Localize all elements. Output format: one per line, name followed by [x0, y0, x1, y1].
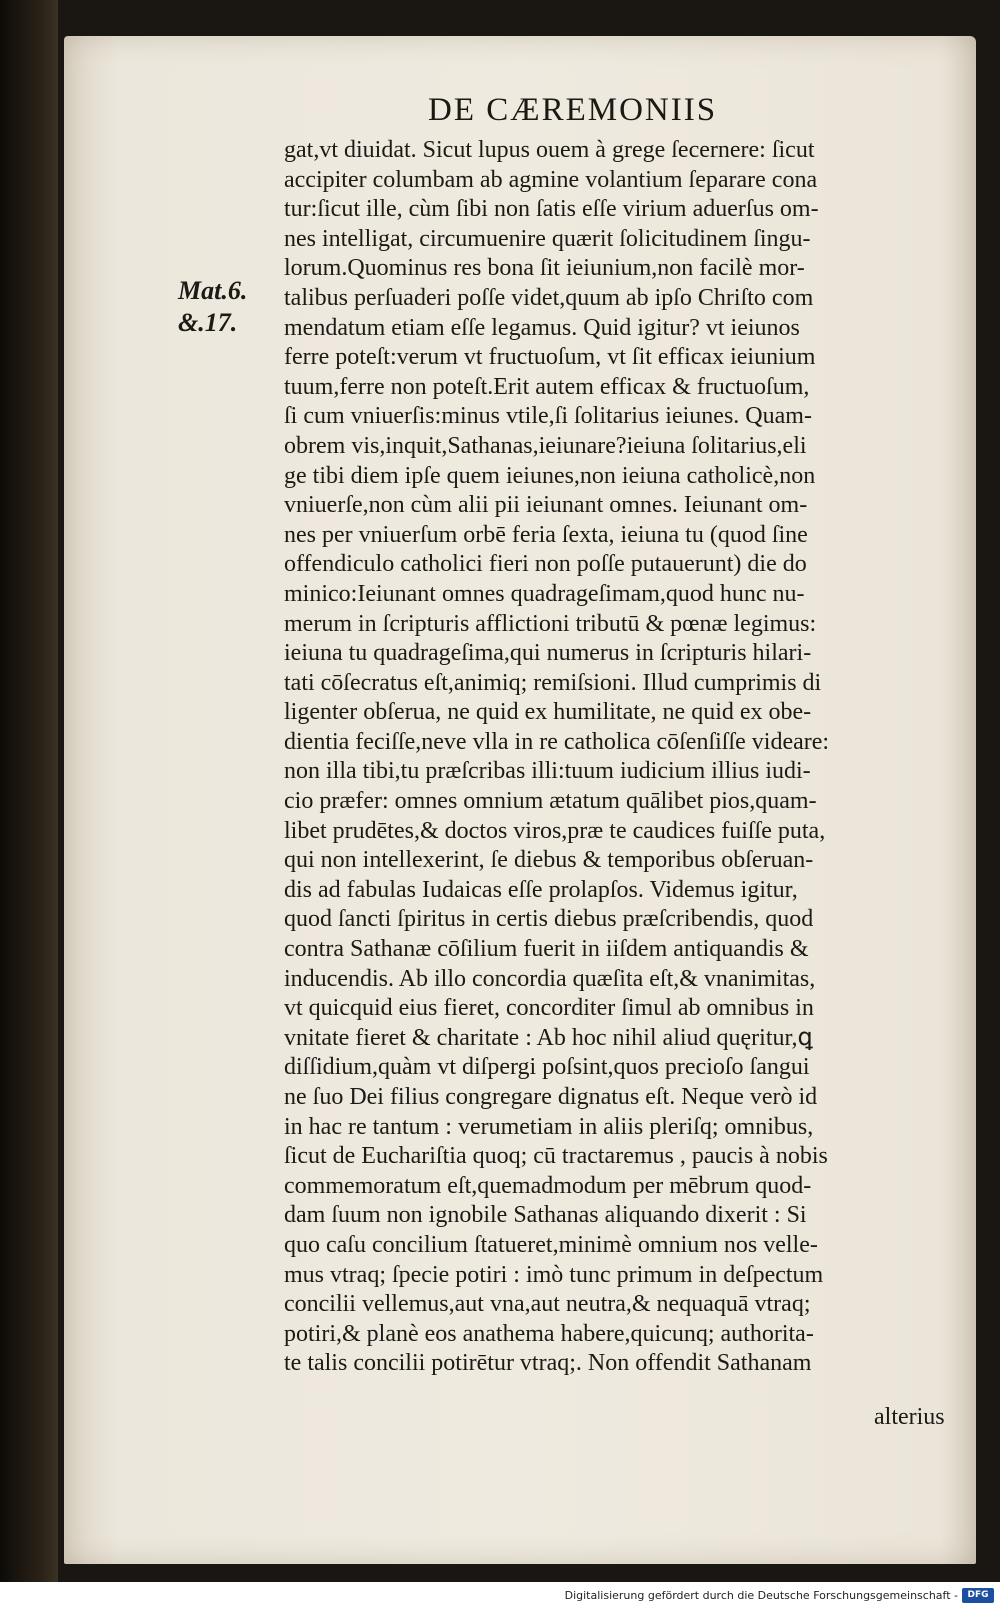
text-line: mendatum etiam eſſe legamus. Quid igitur? vt ieiunos	[284, 314, 800, 341]
text-line: quo caſu concilium ſtatueret,minimè omnium nos velle-	[284, 1231, 818, 1258]
text-line: non illa tibi,tu præſcribas illi:tuum iudicium illius iudi-	[284, 758, 811, 785]
text-line: vt quicquid eius fieret, concorditer ſimul ab omnibus in	[284, 995, 814, 1022]
text-line: inducendis. Ab illo concordia quæſita eſt,& vnanimitas,	[284, 965, 816, 992]
text-line: gat,vt diuidat. Sicut lupus ouem à grege ſecernere: ſicut	[284, 137, 815, 163]
running-head: DE CÆREMONIIS	[428, 92, 718, 128]
text-line: dam ſuum non ignobile Sathanas aliquando dixerit : Si	[284, 1202, 807, 1229]
text-line: ieiuna tu quadrageſima,qui numerus in ſcripturis hilari-	[284, 640, 812, 667]
text-line: quod ſancti ſpiritus in certis diebus præſcribendis, quod	[284, 906, 814, 933]
footer-credit: Digitalisierung gefördert durch die Deutsche Forschungsgemeinschaft -	[564, 1589, 958, 1602]
text-line: in hac re tantum : verumetiam in aliis pleriſq; omnibus,	[284, 1113, 814, 1140]
text-line: dis ad fabulas Iudaicas eſſe prolapſos. Videmus igitur,	[284, 876, 798, 903]
text-line: dientia feciſſe,neve vlla in re catholica cōſenſiſſe videare:	[284, 728, 830, 755]
text-line: diſſidium,quàm vt diſpergi poſsint,quos precioſo ſangui	[284, 1054, 810, 1081]
text-line: tur:ſicut ille, cùm ſibi non ſatis eſſe virium aduerſus om-	[284, 196, 819, 223]
text-line: talibus perſuaderi poſſe videt,quum ab ipſo Chriſto com	[284, 284, 814, 311]
text-line: tati cōſecratus eſt,animiq; remiſsioni. Illud cumprimis di	[284, 669, 822, 696]
digitization-footer	[0, 1582, 1000, 1613]
catchword: alterius	[874, 1404, 945, 1430]
text-line: commemoratum eſt,quemadmodum per mēbrum quod-	[284, 1172, 812, 1199]
text-line: ferre poteſt:verum vt fructuoſum, vt ſit efficax ieiunium	[284, 344, 816, 371]
text-line: ſicut de Euchariſtia quoq; cū tractaremus , paucis à nobis	[284, 1143, 828, 1170]
text-line: offendiculo catholici fieri non poſſe putauerunt) die do	[284, 551, 807, 578]
text-line: qui non intellexerint, ſe diebus & temporibus obſeruan-	[284, 847, 814, 874]
text-line: lorum.Quominus res bona ſit ieiunium,non facilè mor-	[284, 255, 805, 282]
text-line: contra Sathanæ cōſilium fuerit in iiſdem antiquandis &	[284, 936, 809, 963]
text-line: vniuerſe,non cùm alii pii ieiunant omnes. Ieiunant om-	[284, 492, 808, 519]
text-line: obrem vis,inquit,Sathanas,ieiunare?ieiuna ſolitarius,eli	[284, 432, 807, 459]
text-line: minico:Ieiunant omnes quadrageſimam,quod hunc nu-	[284, 580, 805, 607]
text-line: cio præfer: omnes omnium ætatum quālibet pios,quam-	[284, 788, 817, 815]
text-line: ge tibi diem ipſe quem ieiunes,non ieiuna catholicè,non	[284, 462, 816, 489]
text-line: nes intelligat, circumuenire quærit ſolicitudinem ſingu-	[284, 225, 811, 252]
text-line: accipiter columbam ab agmine volantium ſeparare cona	[284, 166, 818, 193]
text-line: nes per vniuerſum orbē feria ſexta, ieiuna tu (quod ſine	[284, 521, 808, 548]
dfg-logo: DFG	[962, 1588, 994, 1603]
text-line: ne ſuo Dei filius congregare dignatus eſt. Neque verò id	[284, 1084, 818, 1110]
body-text	[284, 136, 954, 1379]
text-line: merum in ſcripturis afflictioni tributū & pœnæ legimus:	[284, 610, 817, 637]
text-line: tuum,ferre non poteſt.Erit autem efficax & fructuoſum,	[284, 373, 810, 400]
marginal-note-2: &.17.	[178, 308, 238, 337]
text-line: te talis concilii potirētur vtraq;. Non offendit Sathanam	[284, 1350, 812, 1377]
text-line: potiri,& planè eos anathema habere,quicunq; authorita-	[284, 1320, 814, 1347]
text-line: libet prudētes,& doctos viros,præ te caudices fuiſſe puta,	[284, 817, 826, 844]
text-line: ligenter obſerua, ne quid ex humilitate, ne quid ex obe-	[284, 699, 812, 726]
text-line: mus vtraq; ſpecie potiri : imò tunc primum in deſpectum	[284, 1261, 824, 1288]
text-line: ſi cum vniuerſis:minus vtile,ſi ſolitarius ieiunes. Quam-	[284, 403, 812, 430]
text-line: vnitate fieret & charitate : Ab hoc nihil aliud quęritur,ꝗ	[284, 1024, 813, 1051]
book-spine-shadow	[0, 0, 58, 1613]
text-line: concilii vellemus,aut vna,aut neutra,& nequaquā vtraq;	[284, 1291, 811, 1318]
marginal-note-1: Mat.6.	[178, 276, 248, 305]
